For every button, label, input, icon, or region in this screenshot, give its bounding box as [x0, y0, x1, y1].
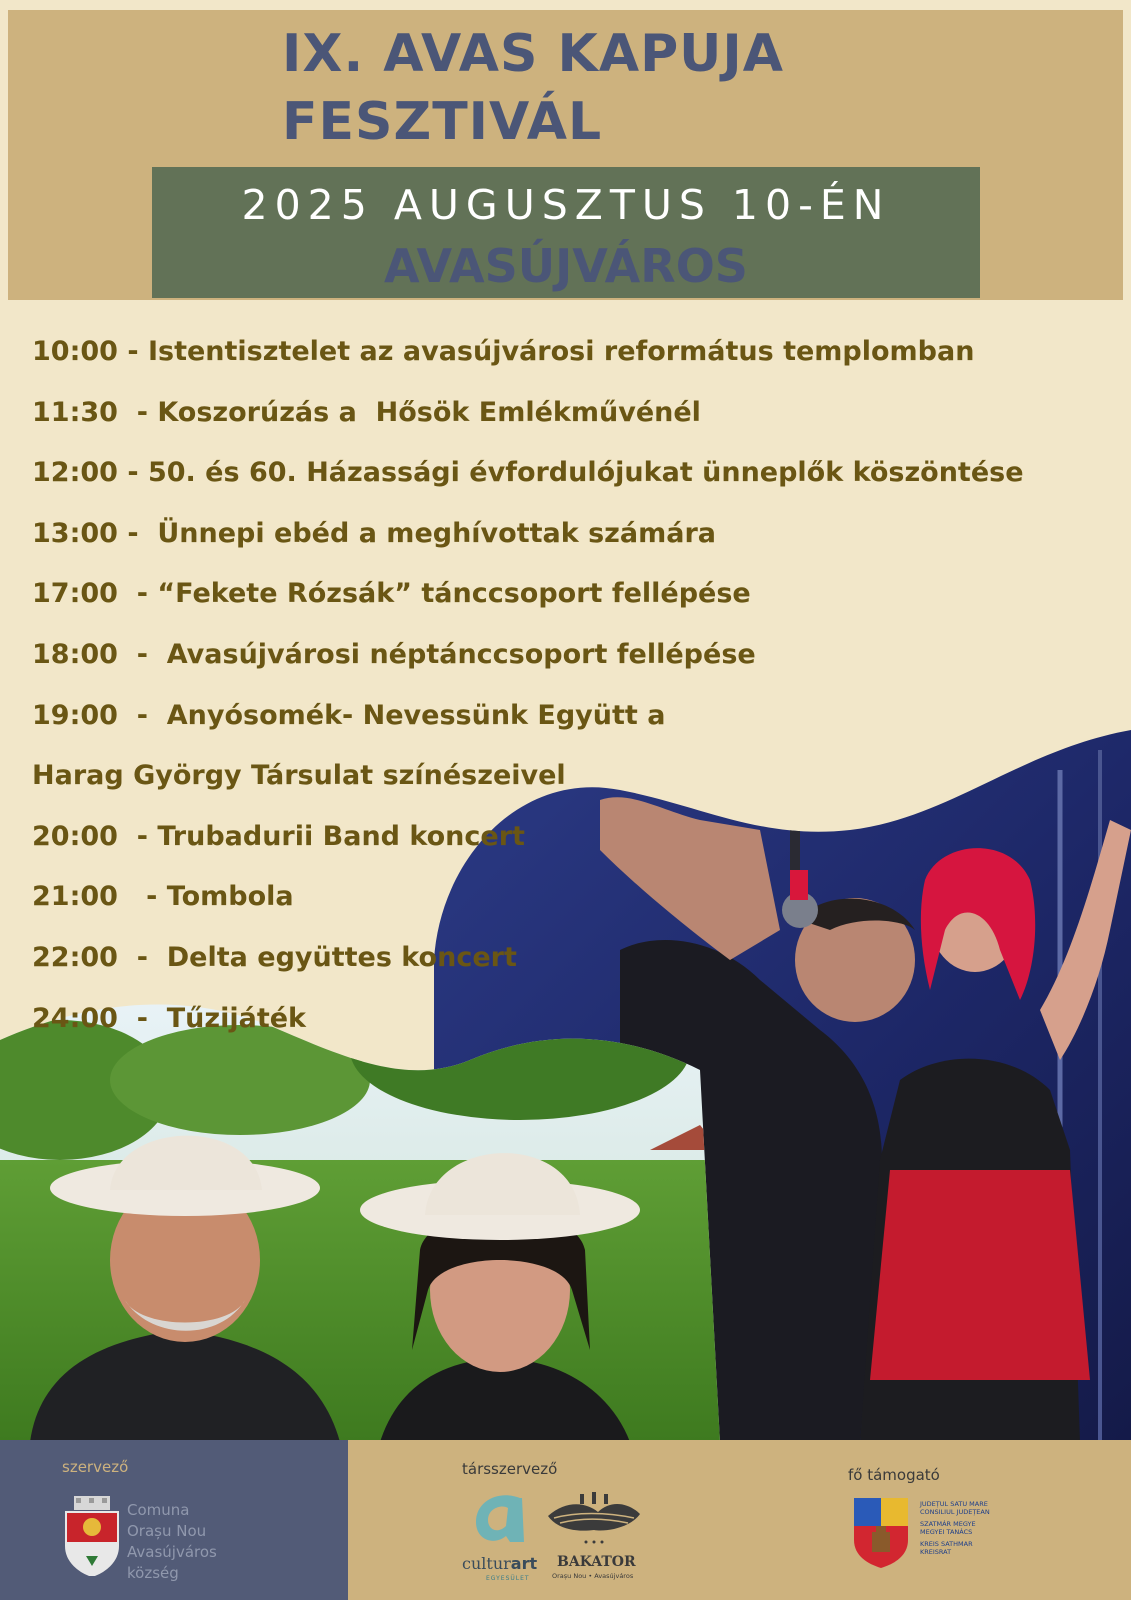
sponsors-footer: [0, 1440, 1131, 1600]
county-coat-of-arms-icon: [852, 1496, 910, 1568]
county-council-name: JUDEȚUL SATU MARE CONSILIUL JUDEȚEAN SZATMÁR MEGYE MEGYEI TANÁCS KREIS SATHMAR KREISRAT: [920, 1500, 990, 1556]
sponsor-label: fő támogató: [848, 1466, 940, 1484]
schedule-item: 19:00 - Anyósomék- Nevessünk Együtt a: [32, 699, 666, 731]
event-schedule: [32, 330, 1112, 1057]
schedule-item: 10:00 - Istentisztelet az avasújvárosi református templomban: [32, 336, 975, 367]
schedule-item: Harag György Társulat színészeivel: [32, 760, 566, 792]
coat-of-arms-icon: [64, 1496, 120, 1576]
event-city: AVASÚJVÁROS: [384, 239, 748, 293]
bakator-name: BAKATOR: [557, 1554, 636, 1570]
culturart-a-icon: [470, 1490, 530, 1550]
schedule-item: 13:00 - Ünnepi ebéd a meghívottak számára: [32, 517, 716, 549]
schedule-item: 12:00 - 50. és 60. Házassági évfordulójukat ünneplők köszöntése: [32, 457, 1024, 489]
date-box: [152, 167, 980, 298]
coorganizer-label: társszervező: [462, 1460, 558, 1478]
vineyard-hills-icon: [546, 1490, 642, 1552]
schedule-item: 20:00 - Trubadurii Band koncert: [32, 820, 525, 852]
schedule-item: 17:00 - “Fekete Rózsák” tánccsoport fellépése: [32, 578, 751, 610]
schedule-item: 22:00 - Delta együttes koncert: [32, 941, 517, 973]
culturart-name: culturart: [462, 1554, 538, 1573]
festival-title-line1: IX. AVAS KAPUJA: [282, 24, 784, 84]
festival-title-line2: FESZTIVÁL: [282, 92, 603, 152]
schedule-item: 11:30 - Koszorúzás a Hősök Emlékművénél: [32, 396, 701, 428]
organizer-name: Comuna Orașu Nou Avasújváros község: [127, 1501, 217, 1582]
schedule-item: 24:00 - Tűzijáték: [32, 1002, 307, 1034]
schedule-item: 21:00 - Tombola: [32, 881, 294, 913]
event-date: 2025 AUGUSZTUS 10-ÉN: [241, 181, 891, 229]
schedule-item: 18:00 - Avasújvárosi néptánccsoport fellépése: [32, 638, 756, 670]
culturart-subtitle: EGYESÜLET: [486, 1575, 530, 1582]
organizer-label: szervező: [62, 1458, 129, 1476]
bakator-subtitle: Orașu Nou • Avasújváros: [552, 1572, 634, 1580]
